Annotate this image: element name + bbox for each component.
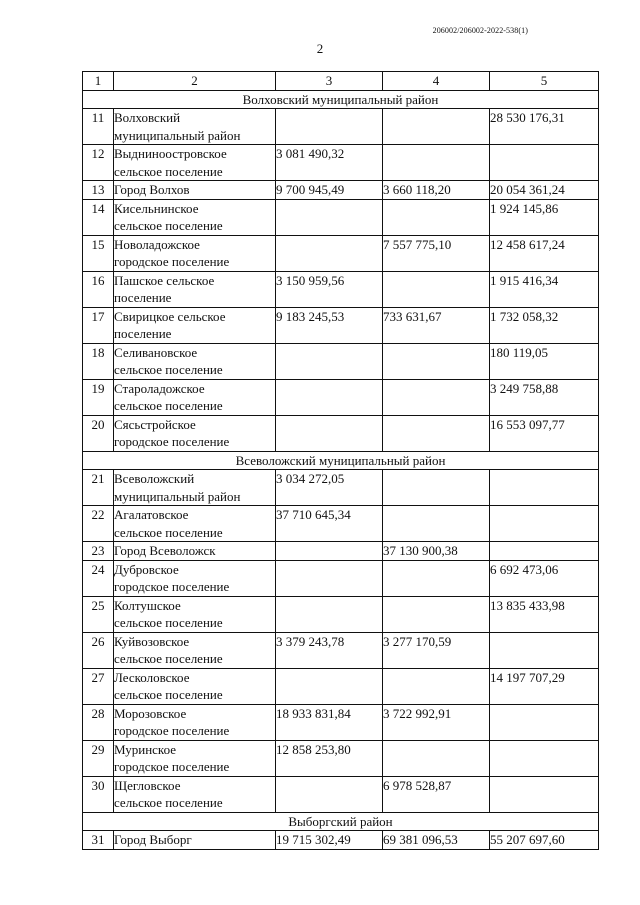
amount-col-5: 13 835 433,98 (490, 596, 599, 632)
column-header: 3 (276, 72, 383, 91)
amount-col-3: 3 034 272,05 (276, 470, 383, 506)
row-number: 20 (83, 415, 114, 451)
municipality-name-line: городское поселение (114, 579, 230, 594)
municipality-name-line: поселение (114, 326, 172, 341)
amount-col-3: 19 715 302,49 (276, 831, 383, 850)
table-row (83, 632, 599, 668)
municipality-name-line: Кисельнинское (114, 200, 199, 216)
municipality-name (114, 542, 276, 561)
amount-col-4 (383, 668, 490, 704)
municipality-name-line: Агалатовское (114, 507, 189, 522)
column-header: 5 (490, 72, 599, 91)
amount-col-3: 3 081 490,32 (276, 145, 383, 181)
municipality-name-line: Сясьстройское (114, 416, 196, 432)
municipality-name-line: сельское поселение (114, 651, 223, 666)
municipality-name-line: Дубровское (114, 561, 179, 577)
amount-col-4 (383, 506, 490, 542)
table-row (83, 271, 599, 307)
municipality-name (114, 307, 276, 343)
table-row (83, 415, 599, 451)
amount-col-3: 9 183 245,53 (276, 307, 383, 343)
municipality-name (114, 415, 276, 451)
municipality-name-line: Всеволожский (114, 471, 195, 486)
municipality-name-line: Город Волхов (114, 182, 190, 197)
amount-col-4 (383, 271, 490, 307)
amount-col-5: 20 054 361,24 (490, 181, 599, 200)
column-header: 4 (383, 72, 490, 91)
municipality-name (114, 145, 276, 181)
amount-col-3: 12 858 253,80 (276, 740, 383, 776)
table-row (83, 307, 599, 343)
amount-col-5: 3 249 758,88 (490, 379, 599, 415)
amount-col-3 (276, 596, 383, 632)
municipality-name-line: муниципальный район (114, 488, 241, 504)
amount-col-3: 3 379 243,78 (276, 632, 383, 668)
municipality-name-line: сельское поселение (114, 218, 223, 233)
header-row (83, 72, 599, 91)
municipality-name-line: городское поселение (114, 759, 230, 774)
row-number: 17 (83, 307, 114, 343)
municipality-name-line: сельское поселение (114, 795, 223, 810)
row-number: 18 (83, 343, 114, 379)
amount-col-4 (383, 109, 490, 145)
table-row (83, 470, 599, 506)
row-number: 27 (83, 668, 114, 704)
row-number: 14 (83, 199, 114, 235)
amount-col-3: 9 700 945,49 (276, 181, 383, 200)
row-number: 25 (83, 596, 114, 632)
amount-col-5: 12 458 617,24 (490, 235, 599, 271)
municipality-name-line: Новоладожское (114, 236, 200, 252)
municipality-name (114, 506, 276, 542)
amount-col-3: 3 150 959,56 (276, 271, 383, 307)
municipality-name-line: Щегловское (114, 777, 181, 793)
municipality-name (114, 560, 276, 596)
amount-col-5 (490, 740, 599, 776)
municipality-name-line: Лесколовское (114, 669, 190, 685)
amount-col-3 (276, 235, 383, 271)
amount-col-5 (490, 145, 599, 181)
municipality-name (114, 235, 276, 271)
amount-col-3: 37 710 645,34 (276, 506, 383, 542)
amount-col-3 (276, 343, 383, 379)
amount-col-3 (276, 379, 383, 415)
row-number: 11 (83, 109, 114, 145)
table-row (83, 560, 599, 596)
amount-col-4 (383, 379, 490, 415)
municipality-name-line: Волховский (114, 110, 181, 125)
table-row (83, 379, 599, 415)
municipality-name-line: Муринское (114, 741, 177, 757)
amount-col-4 (383, 596, 490, 632)
municipality-name-line: муниципальный район (114, 127, 241, 143)
amount-col-5: 16 553 097,77 (490, 415, 599, 451)
municipality-name (114, 199, 276, 235)
district-name: Волховский муниципальный район (83, 90, 599, 109)
table-row (83, 831, 599, 850)
municipality-name (114, 632, 276, 668)
district-header-row (83, 812, 599, 831)
table-row (83, 776, 599, 812)
row-number: 22 (83, 506, 114, 542)
table-body (83, 72, 599, 850)
row-number: 19 (83, 379, 114, 415)
table-row (83, 596, 599, 632)
amount-col-3 (276, 199, 383, 235)
amount-col-5 (490, 470, 599, 506)
amount-col-3 (276, 560, 383, 596)
municipality-name-line: сельское поселение (114, 398, 223, 413)
municipality-name (114, 596, 276, 632)
amount-col-4 (383, 740, 490, 776)
amount-col-4 (383, 199, 490, 235)
district-name: Выборгский район (83, 812, 599, 831)
budget-table (82, 71, 599, 850)
municipality-name-line: Морозовское (114, 705, 187, 721)
table-row (83, 181, 599, 200)
municipality-name (114, 740, 276, 776)
municipality-name-line: городское поселение (114, 723, 230, 738)
amount-col-3 (276, 776, 383, 812)
municipality-name (114, 668, 276, 704)
municipality-name (114, 704, 276, 740)
amount-col-5: 28 530 176,31 (490, 109, 599, 145)
municipality-name-line: сельское поселение (114, 524, 223, 540)
row-number: 13 (83, 181, 114, 200)
district-header-row (83, 451, 599, 470)
amount-col-4: 69 381 096,53 (383, 831, 490, 850)
amount-col-5 (490, 632, 599, 668)
amount-col-5: 1 924 145,86 (490, 199, 599, 235)
amount-col-5 (490, 776, 599, 812)
amount-col-4: 3 722 992,91 (383, 704, 490, 740)
municipality-name (114, 831, 276, 850)
row-number: 26 (83, 632, 114, 668)
amount-col-5: 180 119,05 (490, 343, 599, 379)
amount-col-4 (383, 560, 490, 596)
municipality-name-line: Город Выборг (114, 832, 192, 847)
amount-col-3 (276, 668, 383, 704)
amount-col-5: 1 915 416,34 (490, 271, 599, 307)
municipality-name-line: городское поселение (114, 434, 230, 449)
amount-col-4: 37 130 900,38 (383, 542, 490, 561)
row-number: 16 (83, 271, 114, 307)
column-header: 1 (83, 72, 114, 91)
table-row (83, 704, 599, 740)
municipality-name-line: сельское поселение (114, 362, 223, 377)
municipality-name-line: сельское поселение (114, 163, 223, 179)
municipality-name-line: Выдниноостровское (114, 146, 227, 161)
row-number: 31 (83, 831, 114, 850)
municipality-name (114, 181, 276, 200)
municipality-name (114, 271, 276, 307)
row-number: 21 (83, 470, 114, 506)
amount-col-4 (383, 343, 490, 379)
municipality-name (114, 379, 276, 415)
amount-col-3 (276, 542, 383, 561)
amount-col-4: 3 277 170,59 (383, 632, 490, 668)
amount-col-4: 6 978 528,87 (383, 776, 490, 812)
municipality-name-line: городское поселение (114, 254, 230, 269)
amount-col-3 (276, 109, 383, 145)
municipality-name (114, 343, 276, 379)
row-number: 15 (83, 235, 114, 271)
municipality-name-line: сельское поселение (114, 687, 223, 702)
municipality-name-line: поселение (114, 290, 172, 305)
amount-col-4: 733 631,67 (383, 307, 490, 343)
row-number: 12 (83, 145, 114, 181)
table-row (83, 506, 599, 542)
municipality-name-line: Староладожское (114, 380, 205, 396)
column-header: 2 (114, 72, 276, 91)
municipality-name-line: Куйвозовское (114, 633, 190, 649)
row-number: 28 (83, 704, 114, 740)
row-number: 29 (83, 740, 114, 776)
table-row (83, 199, 599, 235)
table-row (83, 343, 599, 379)
amount-col-3: 18 933 831,84 (276, 704, 383, 740)
page-number: 2 (316, 41, 324, 56)
amount-col-5 (490, 542, 599, 561)
amount-col-4: 3 660 118,20 (383, 181, 490, 200)
amount-col-5: 6 692 473,06 (490, 560, 599, 596)
document-code: 206002/206002-2022-538(1) (432, 26, 528, 35)
municipality-name (114, 109, 276, 145)
municipality-name-line: Пашское сельское (114, 272, 215, 288)
municipality-name-line: Свирицкое сельское (114, 308, 226, 324)
municipality-name (114, 776, 276, 812)
amount-col-5 (490, 704, 599, 740)
table-row (83, 542, 599, 561)
district-header-row (83, 90, 599, 109)
amount-col-4 (383, 415, 490, 451)
table-row (83, 145, 599, 181)
row-number: 23 (83, 542, 114, 561)
municipality-name-line: Город Всеволожск (114, 543, 216, 558)
amount-col-4 (383, 470, 490, 506)
table-row (83, 235, 599, 271)
amount-col-5: 55 207 697,60 (490, 831, 599, 850)
amount-col-4 (383, 145, 490, 181)
municipality-name-line: Колтушское (114, 597, 181, 613)
table-row (83, 740, 599, 776)
amount-col-5: 1 732 058,32 (490, 307, 599, 343)
amount-col-4: 7 557 775,10 (383, 235, 490, 271)
row-number: 30 (83, 776, 114, 812)
amount-col-3 (276, 415, 383, 451)
table-row (83, 668, 599, 704)
amount-col-5: 14 197 707,29 (490, 668, 599, 704)
row-number: 24 (83, 560, 114, 596)
amount-col-5 (490, 506, 599, 542)
municipality-name (114, 470, 276, 506)
municipality-name-line: сельское поселение (114, 615, 223, 630)
district-name: Всеволожский муниципальный район (83, 451, 599, 470)
table-row (83, 109, 599, 145)
municipality-name-line: Селивановское (114, 344, 198, 360)
